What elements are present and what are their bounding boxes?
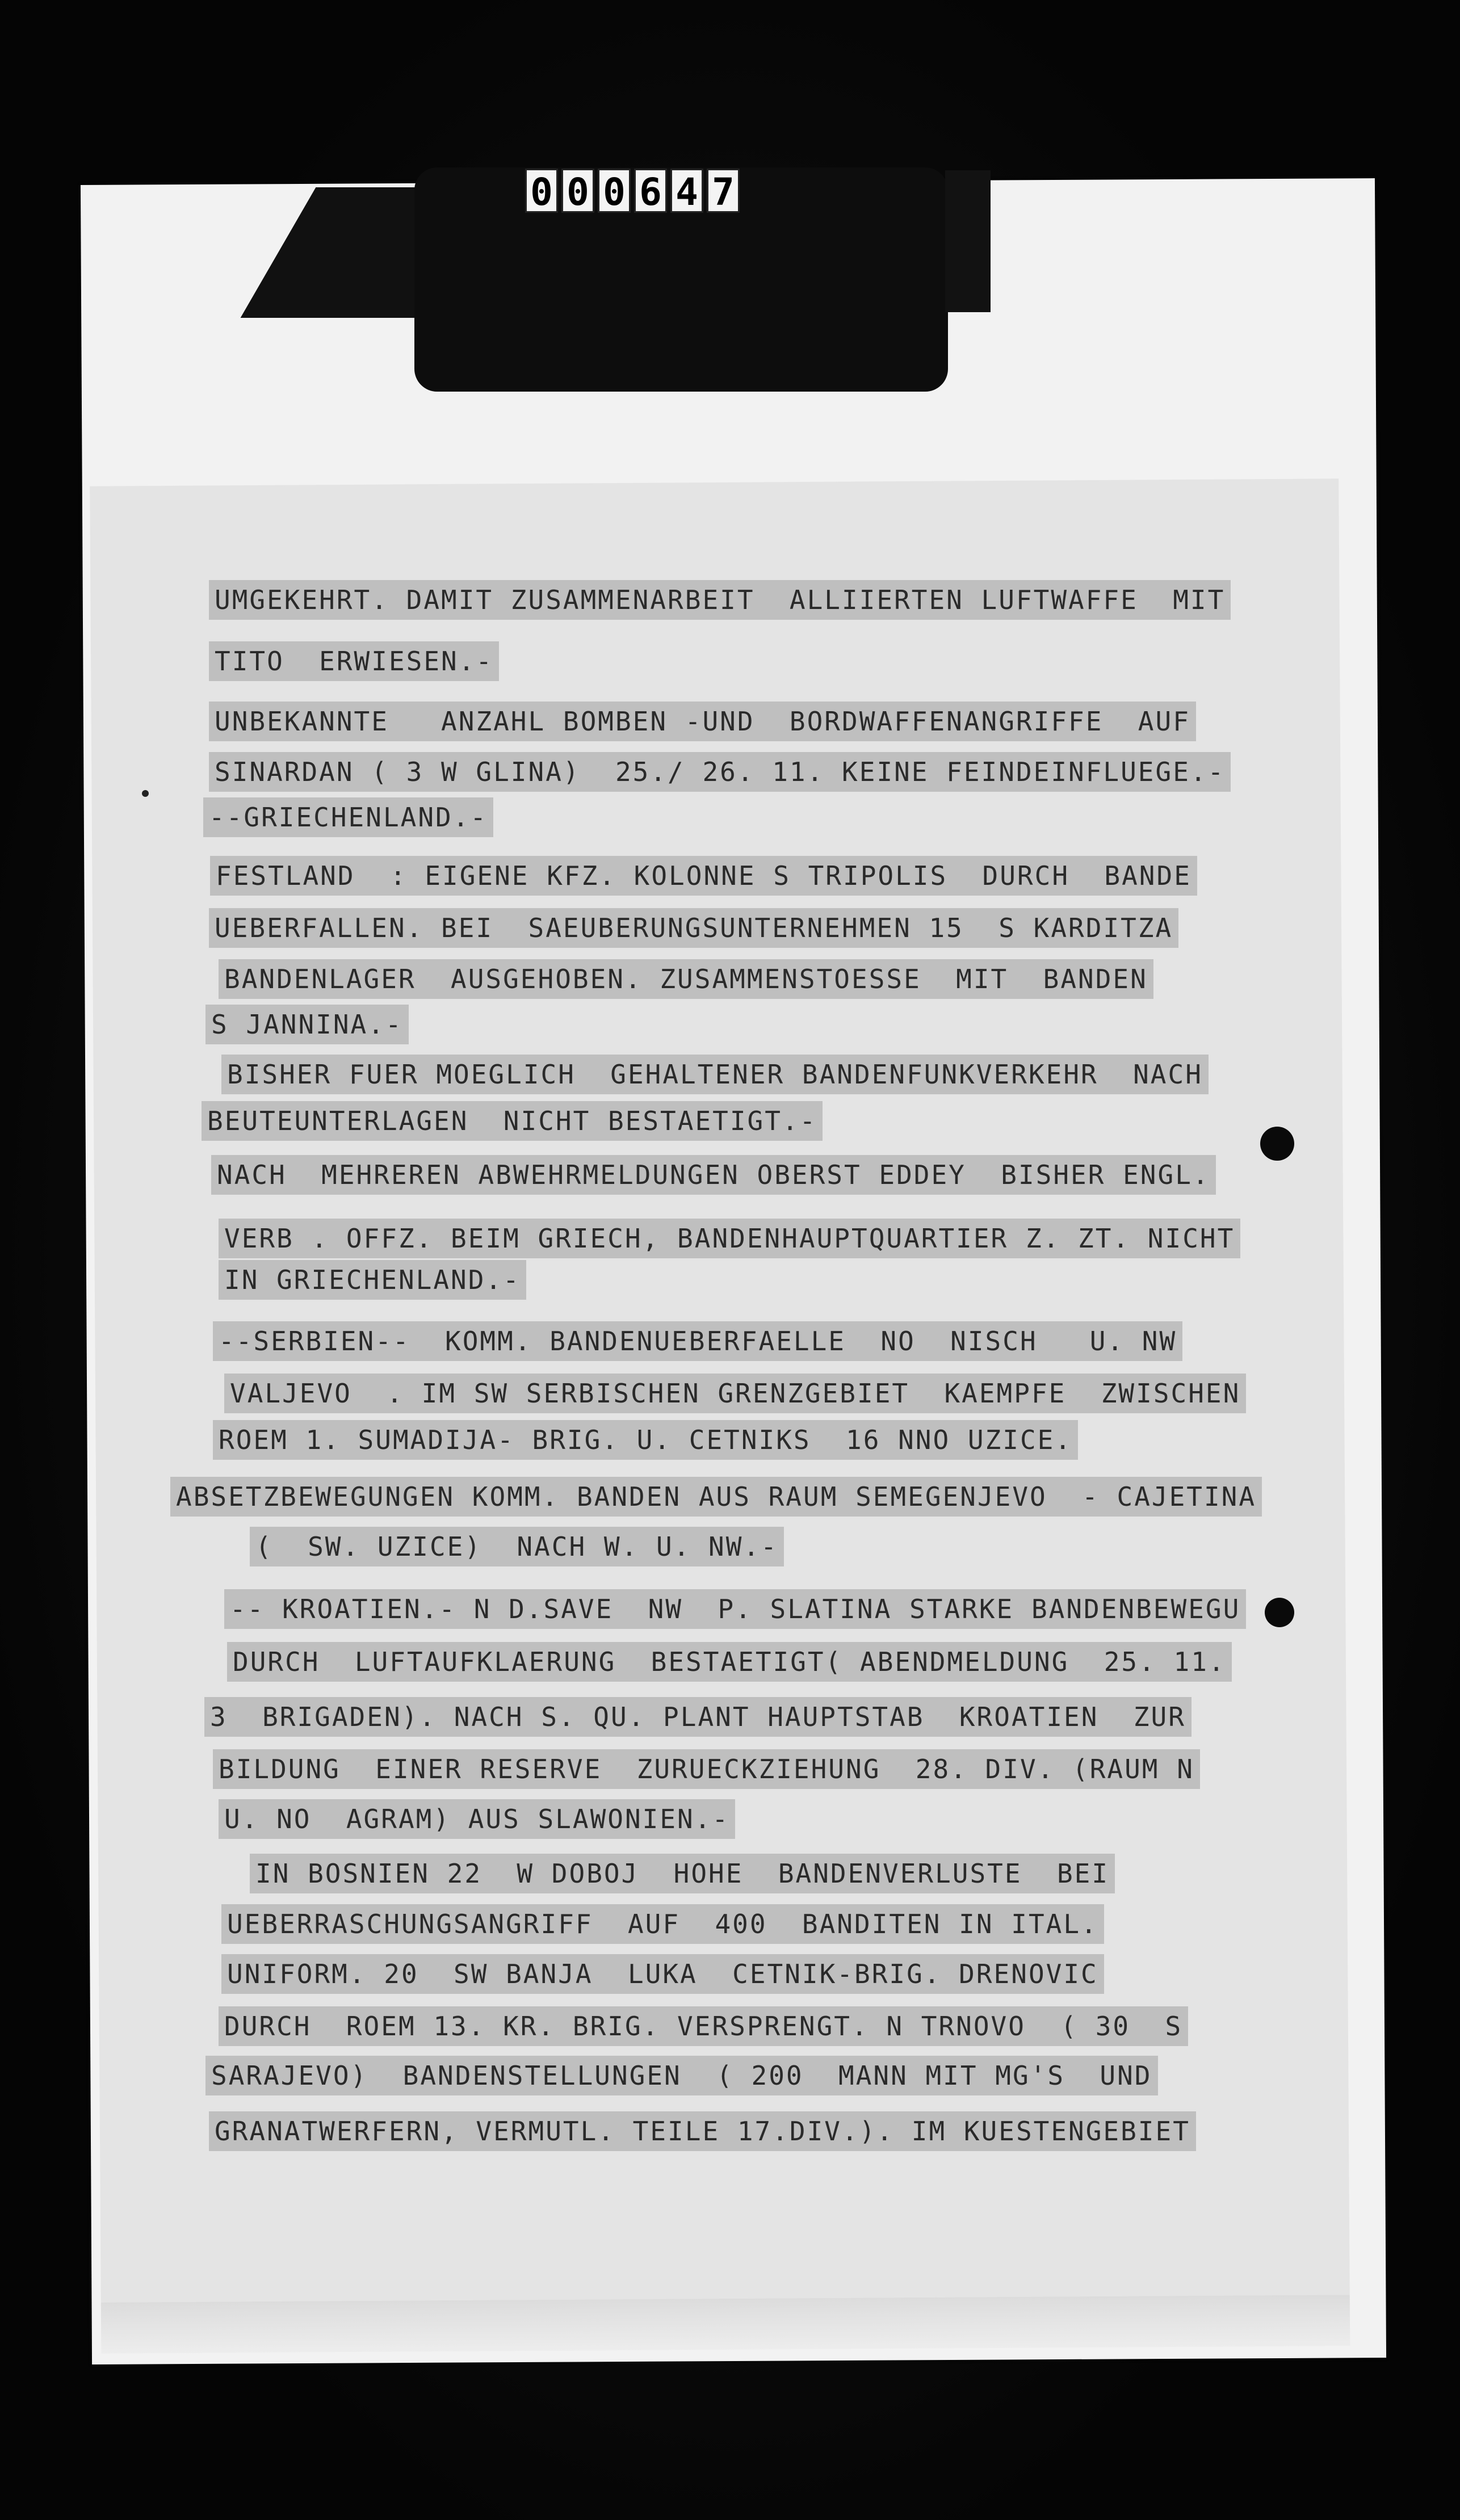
text-line: UEBERRASCHUNGSANGRIFF AUF 400 BANDITEN IN ITAL. (221, 1904, 1104, 1944)
text-line: ABSETZBEWEGUNGEN KOMM. BANDEN AUS RAUM SEMEGENJEVO - CAJETINA (170, 1477, 1262, 1517)
text-line: IN BOSNIEN 22 W DOBOJ HOHE BANDENVERLUSTE BEI (250, 1854, 1115, 1893)
text-line: SINARDAN ( 3 W GLINA) 25./ 26. 11. KEINE FEINDEINFLUEGE.- (209, 752, 1231, 792)
text-line: UNBEKANNTE ANZAHL BOMBEN -UND BORDWAFFENANGRIFFE AUF (209, 702, 1196, 741)
counter-digit: 0 (598, 169, 631, 213)
text-line: U. NO AGRAM) AUS SLAWONIEN.- (219, 1799, 735, 1839)
text-line: IN GRIECHENLAND.- (219, 1260, 526, 1300)
text-line: NACH MEHREREN ABWEHRMELDUNGEN OBERST EDDEY BISHER ENGL. (211, 1155, 1216, 1195)
text-line: UMGEKEHRT. DAMIT ZUSAMMENARBEIT ALLIIERTEN LUFTWAFFE MIT (209, 580, 1231, 620)
text-line: VERB . OFFZ. BEIM GRIECH, BANDENHAUPTQUARTIER Z. ZT. NICHT (219, 1219, 1240, 1258)
text-line: FESTLAND : EIGENE KFZ. KOLONNE S TRIPOLIS DURCH BANDE (210, 856, 1197, 896)
text-line: UNIFORM. 20 SW BANJA LUKA CETNIK-BRIG. DRENOVIC (221, 1954, 1104, 1994)
text-line: --GRIECHENLAND.- (203, 797, 493, 837)
text-line: --SERBIEN-- KOMM. BANDENUEBERFAELLE NO NISCH U. NW (213, 1321, 1182, 1361)
text-line: ROEM 1. SUMADIJA- BRIG. U. CETNIKS 16 NNO UZICE. (213, 1420, 1078, 1460)
text-line: BEUTEUNTERLAGEN NICHT BESTAETIGT.- (202, 1101, 823, 1141)
counter-digit: 0 (561, 169, 594, 213)
text-line: DURCH ROEM 13. KR. BRIG. VERSPRENGT. N TRNOVO ( 30 S (219, 2006, 1188, 2046)
text-line: S JANNINA.- (205, 1005, 409, 1044)
text-line: -- KROATIEN.- N D.SAVE NW P. SLATINA STARKE BANDENBEWEGU (224, 1589, 1246, 1629)
text-line: BISHER FUER MOEGLICH GEHALTENER BANDENFUNKVERKEHR NACH (221, 1055, 1209, 1094)
text-line: TITO ERWIESEN.- (209, 641, 499, 681)
counter-digit: 0 (525, 169, 558, 213)
text-line: DURCH LUFTAUFKLAERUNG BESTAETIGT( ABENDMELDUNG 25. 11. (227, 1642, 1232, 1682)
text-line: 3 BRIGADEN). NACH S. QU. PLANT HAUPTSTAB KROATIEN ZUR (204, 1697, 1192, 1737)
counter-digit: 7 (707, 169, 740, 213)
counter-digit: 6 (634, 169, 667, 213)
text-line: BANDENLAGER AUSGEHOBEN. ZUSAMMENSTOESSE MIT BANDEN (219, 959, 1153, 999)
text-line: ( SW. UZICE) NACH W. U. NW.- (250, 1527, 784, 1566)
text-line: GRANATWERFERN, VERMUTL. TEILE 17.DIV.). IM KUESTENGEBIET (209, 2111, 1196, 2151)
text-line: SARAJEVO) BANDENSTELLUNGEN ( 200 MANN MIT MG'S UND (205, 2056, 1158, 2095)
text-line: VALJEVO . IM SW SERBISCHEN GRENZGEBIET KAEMPFE ZWISCHEN (224, 1374, 1246, 1413)
counter-digit: 4 (670, 169, 703, 213)
text-line: UEBERFALLEN. BEI SAEUBERUNGSUNTERNEHMEN 15 S KARDITZA (209, 908, 1178, 948)
text-line: BILDUNG EINER RESERVE ZURUECKZIEHUNG 28. DIV. (RAUM N (213, 1749, 1200, 1789)
